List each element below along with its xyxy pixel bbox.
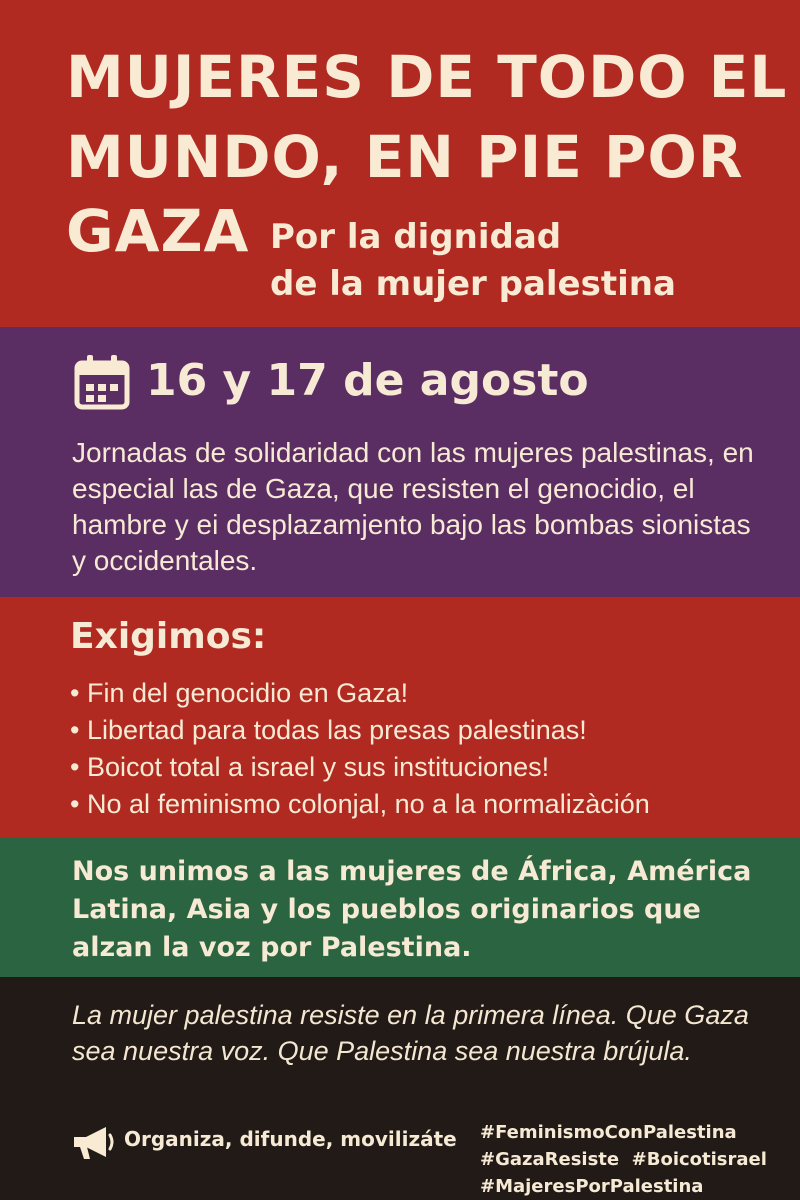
hashtag: #Boicotisrael [631,1149,767,1170]
demands-list [70,675,650,823]
date-section [0,327,800,597]
subtitle-line-1: Por la dignidad [270,217,562,257]
title-line-2: MUNDO, EN PIE POR [66,123,744,191]
hashtag: #GazaResiste [480,1149,620,1170]
hashtag-block [480,1119,767,1200]
hashtag: #MajeresPorPalestina [480,1176,704,1197]
call-to-action: Organiza, difunde, movilizáte [124,1127,457,1151]
megaphone-icon [70,1123,116,1163]
unity-text: Nos unimos a las mujeres de África, América Latina, Asia y los pueblos originarios que alzan la voz por Palestina. [72,856,752,963]
demand-item: • Boicot total a israel y sus instituciones! [70,749,650,786]
closing-quote: La mujer palestina resiste en la primera línea. Que Gaza sea nuestra voz. Que Palestina sea nuestra brújula. [72,1000,749,1066]
title-line-1: MUJERES DE TODO EL [66,43,788,111]
demands-section [0,597,800,837]
title-line-3: GAZA [66,197,250,265]
demand-item: • Libertad para todas las presas palestinas! [70,712,650,749]
event-description: Jornadas de solidaridad con las mujeres palestinas, en especial las de Gaza, que resisten el genocidio, el hambre y ei desplazamjento bajo las bombas sionistas y occidentales. [72,437,754,576]
demands-title: Exigimos: [70,616,267,657]
subtitle-line-2: de la mujer palestina [270,264,676,304]
header-section [0,0,800,327]
footer-section [0,977,800,1200]
event-date: 16 y 17 de agosto [146,355,589,406]
unity-section [0,837,800,977]
hashtag: #FeminismoConPalestina [480,1122,737,1143]
demand-item: • No al feminismo colonjal, no a la normalizàción [70,786,650,823]
calendar-icon [74,354,130,410]
demand-item: • Fin del genocidio en Gaza! [70,675,650,712]
